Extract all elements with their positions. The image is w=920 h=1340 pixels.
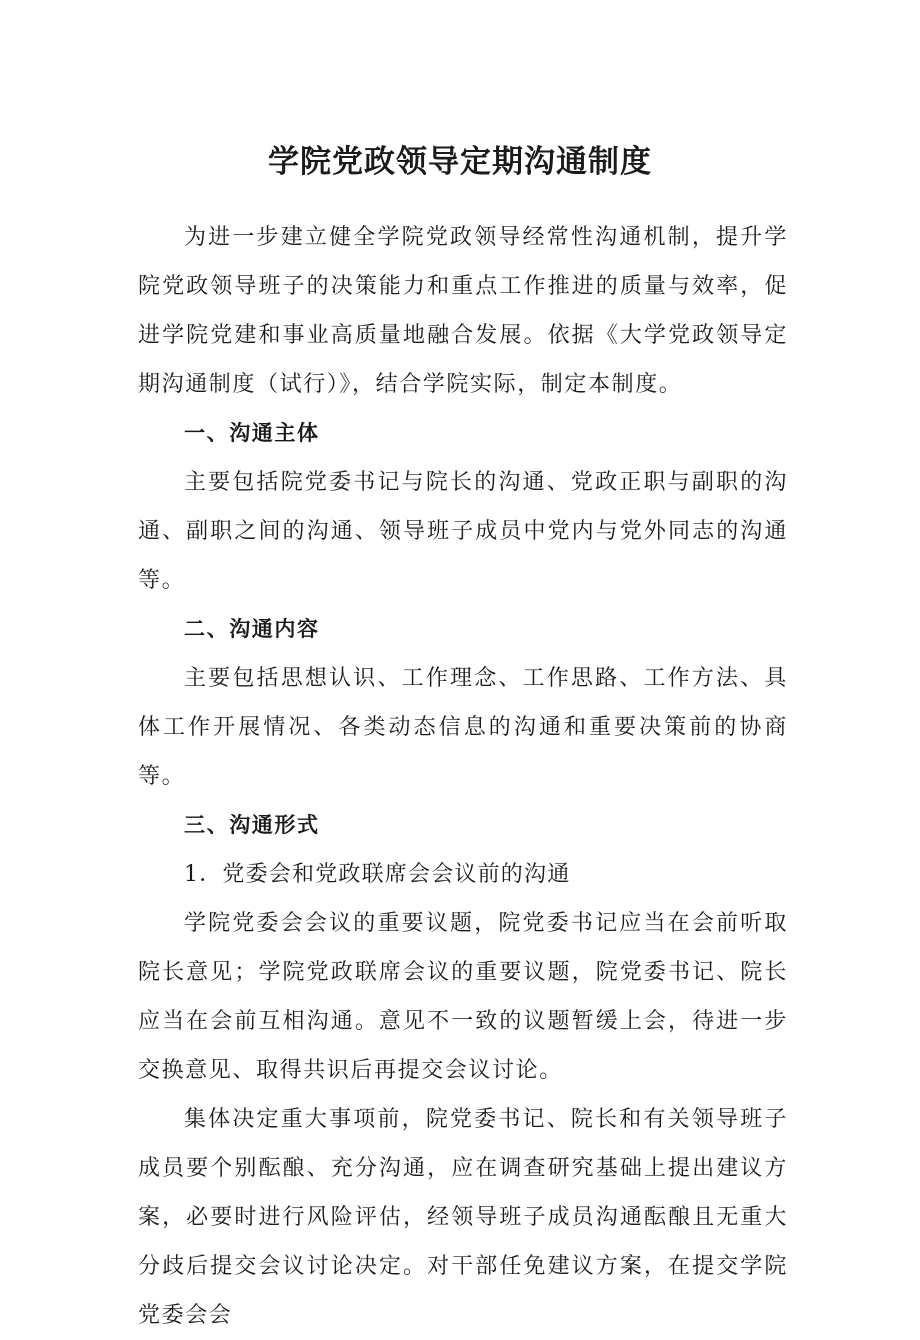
section-1-heading: 一、沟通主体: [184, 421, 320, 445]
section-3-heading: 三、沟通形式: [184, 813, 320, 837]
document-title: 学院党政领导定期沟通制度: [268, 144, 652, 180]
section-2-heading: 二、沟通内容: [184, 617, 320, 641]
intro-paragraph: 为进一步建立健全学院党政领导经常性沟通机制，提升学院党政领导班子的决策能力和重点工作推进的质量与效率，促进学院党建和事业高质量地融合发展。依据《大学党政领导定期沟通制度（试行）》，结合学院实际，制定本制度。: [138, 225, 788, 397]
section-3-subheading-1: 1．党委会和党政联席会会议前的沟通: [184, 862, 571, 887]
section-3-paragraph-2: 集体决定重大事项前，院党委书记、院长和有关领导班子成员要个别酝酿、充分沟通，应在调查研究基础上提出建议方案，必要时进行风险评估，经领导班子成员沟通酝酿且无重大分歧后提交会议讨论决定。对干部任免建议方案，在提交学院党委会会: [138, 1107, 788, 1328]
section-3-paragraph-1: 学院党委会会议的重要议题，院党委书记应当在会前听取院长意见；学院党政联席会议的重要议题，院党委书记、院长应当在会前互相沟通。意见不一致的议题暂缓上会，待进一步交换意见、取得共识后再提交会议讨论。: [138, 911, 788, 1083]
section-1-text: 主要包括院党委书记与院长的沟通、党政正职与副职的沟通、副职之间的沟通、领导班子成员中党内与党外同志的沟通等。: [138, 470, 788, 593]
document-body: [138, 213, 788, 1340]
section-2-text: 主要包括思想认识、工作理念、工作思路、工作方法、具体工作开展情况、各类动态信息的沟通和重要决策前的协商等。: [138, 666, 788, 789]
